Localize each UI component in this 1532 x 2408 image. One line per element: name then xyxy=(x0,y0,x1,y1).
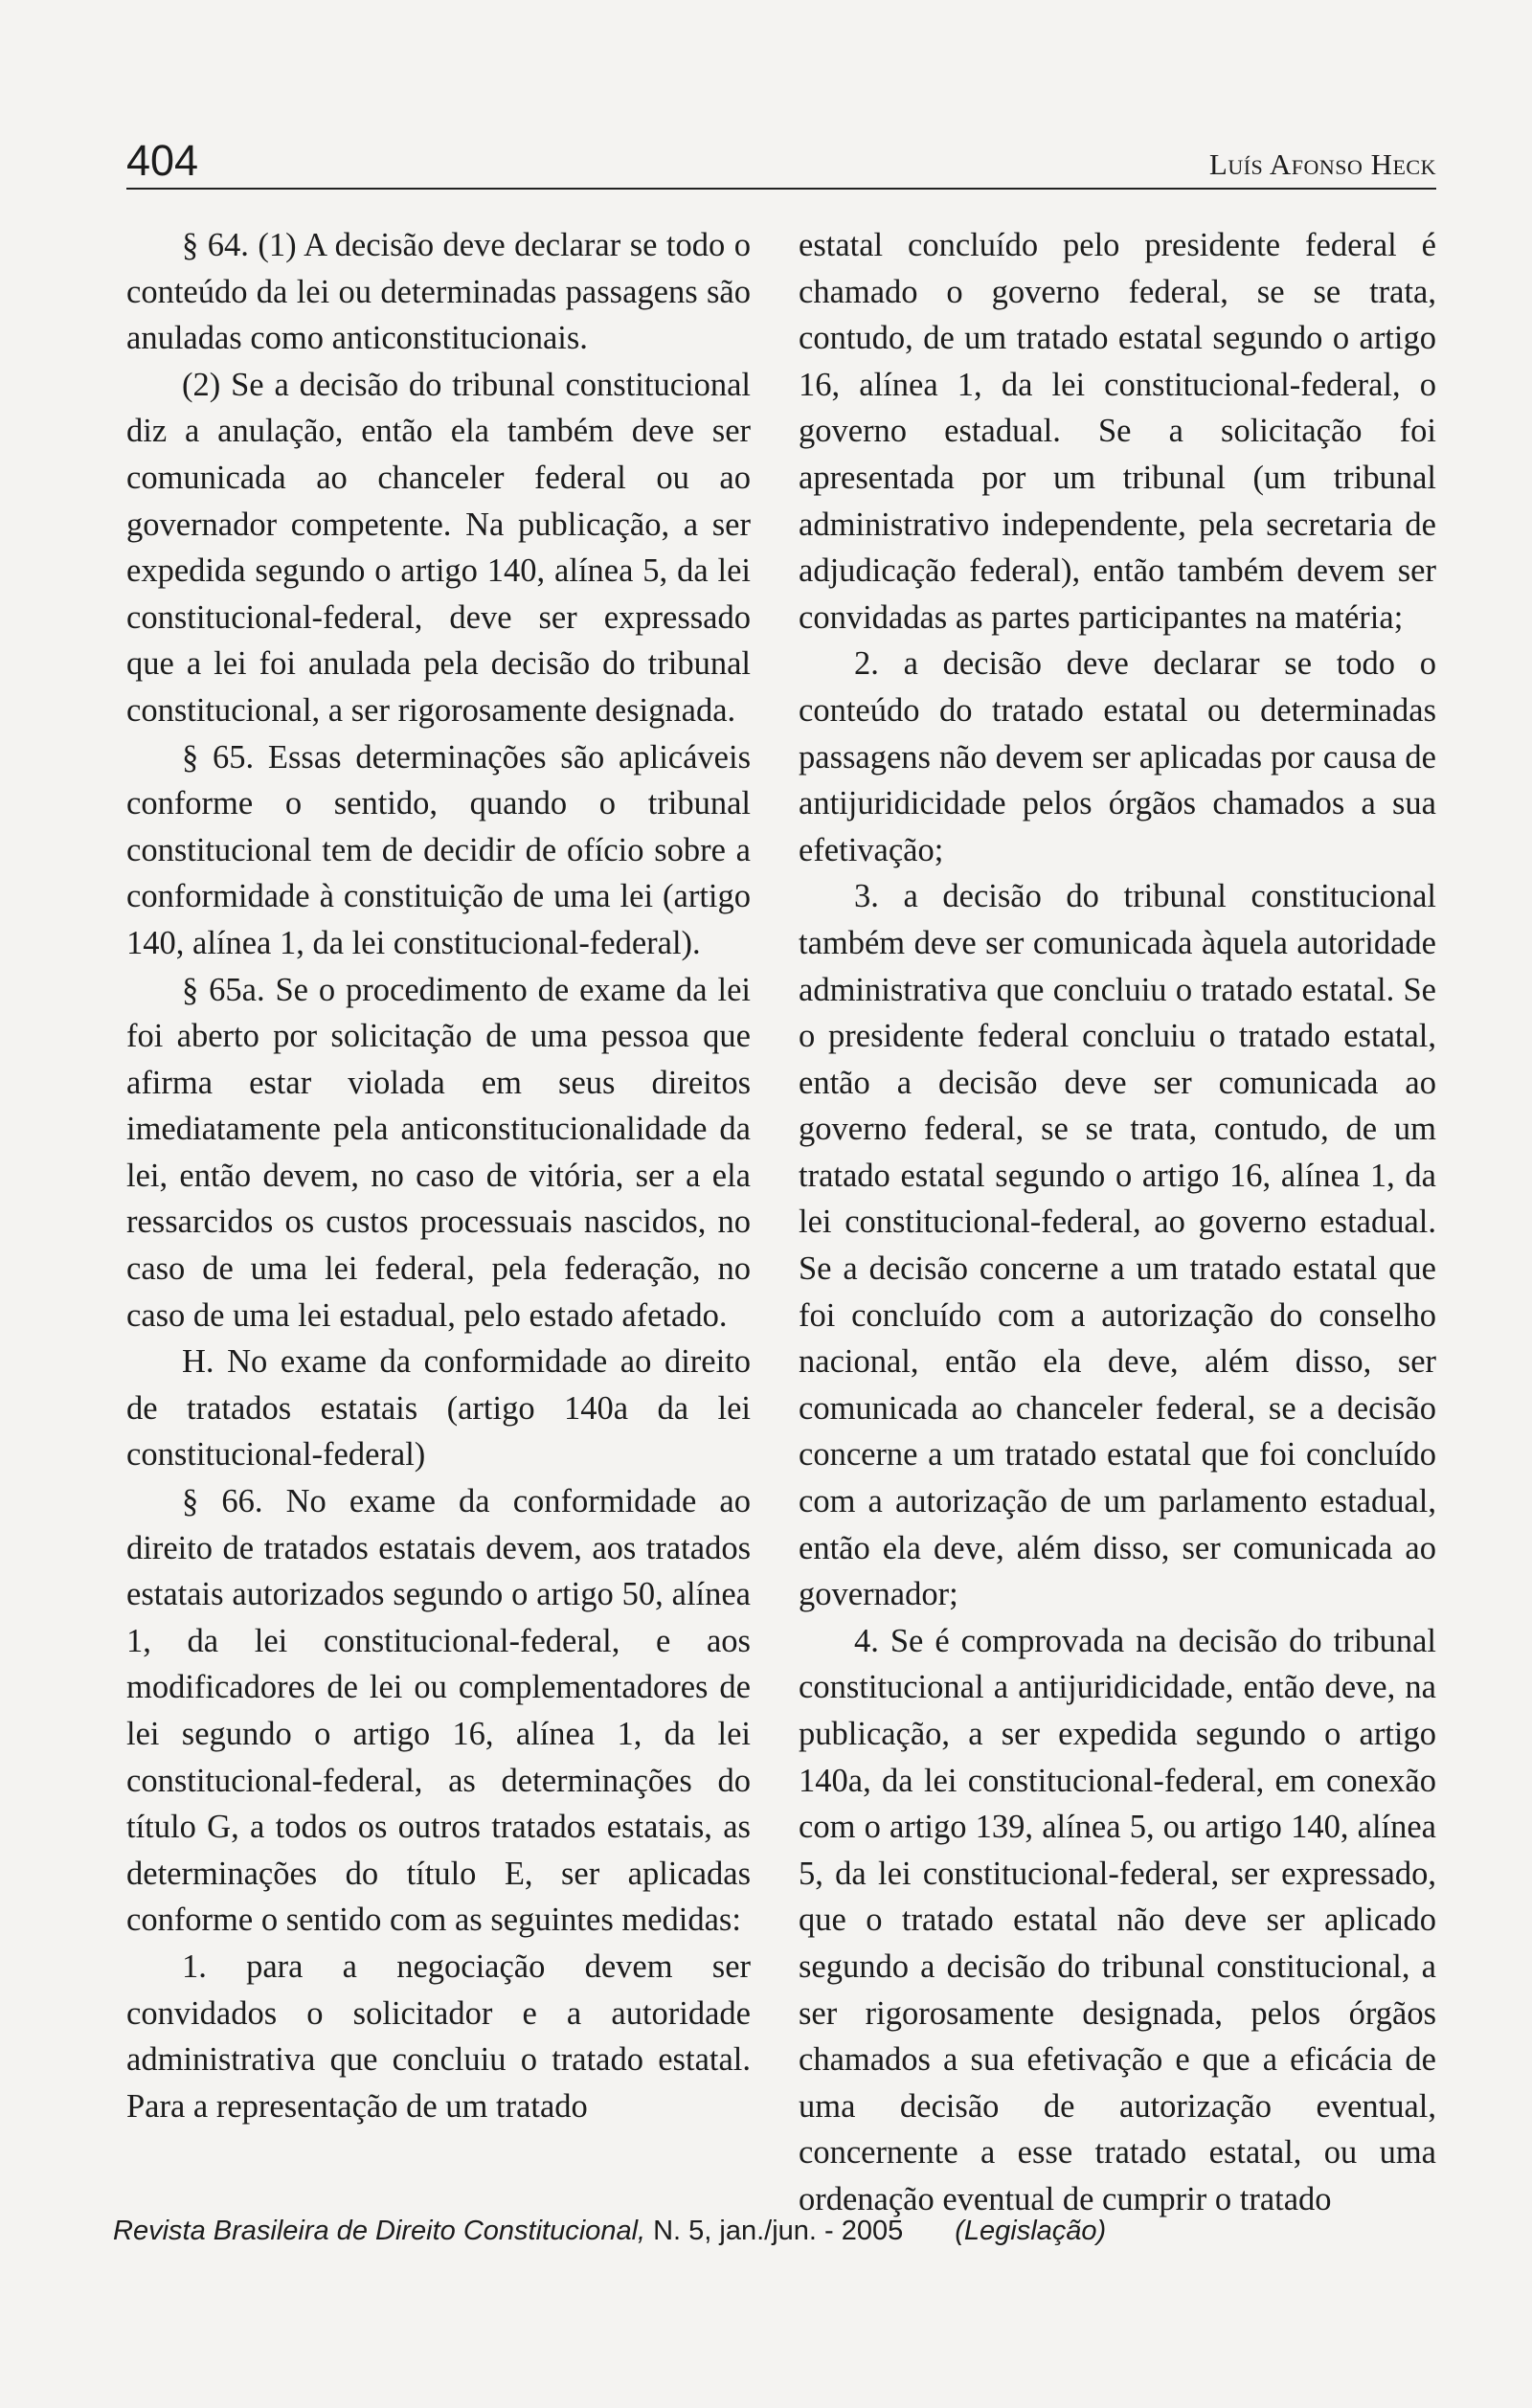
paragraph-item-4: 4. Se é comprovada na decisão do tribunal constitucional a antijuridicidade, então deve, na publicação, a ser expedida segundo o artigo 140a, da lei constitucional-federal, em conexão com o artigo 139, alínea 5, ou artigo 140, alínea 5, da lei constitucional-federal, ser expressado, que o tratado estatal não deve ser aplicado segundo a decisão do tribunal constitucional, a ser rigorosamente designada, pelos órgãos chamados a sua efetivação e que a eficácia de uma decisão de autorização eventual, concernente a esse tratado estatal, ou uma ordenação eventual de cumprir o tratado xyxy=(799,1622,1436,2217)
paragraph-s66: § 66. No exame da conformidade ao direito de tratados estatais devem, aos tratados estatais autorizados segundo o artigo 50, alínea 1, da lei constitucional-federal, e aos modificadores de lei ou complementadores de lei segundo o artigo 16, alínea 1, da lei constitucional-federal, as determinações do título G, a todos os outros tratados estatais, as determinações do título E, ser aplicadas conforme o sentido com as seguintes medidas: xyxy=(126,1483,751,1939)
page-number: 404 xyxy=(126,136,199,185)
left-column xyxy=(126,222,751,2129)
footer-section: (Legislação) xyxy=(955,2216,1107,2246)
paragraph-s64: § 64. (1) A decisão deve declarar se todo o conteúdo da lei ou determinadas passagens são anuladas como anticonstitucionais. xyxy=(126,227,751,357)
paragraph-item-1-continued: estatal concluído pelo presidente federal é chamado o governo federal, se se trata, contudo, de um tratado estatal segundo o artigo 16, alínea 1, da lei constitucional-federal, o governo estadual. Se a solicitação foi apresentada por um tribunal (um tribunal administrativo independente, pela secretaria de adjudicação federal), então também devem ser convidadas as partes participantes na matéria; xyxy=(799,227,1436,636)
running-head-author: Luís Afonso Heck xyxy=(1208,147,1436,181)
section-heading-h: H. No exame da conformidade ao direito de tratados estatais (artigo 140a da lei constitucional-federal) xyxy=(126,1343,751,1474)
page-header xyxy=(126,134,1436,190)
right-column xyxy=(799,222,1436,2223)
paragraph-s64-2: (2) Se a decisão do tribunal constitucional diz a anulação, então ela também deve ser comunicada ao chanceler federal ou ao governador competente. Na publicação, a ser expedida segundo o artigo 140, alínea 5, da lei constitucional-federal, deve ser expressado que a lei foi anulada pela decisão do tribunal constitucional, a ser rigorosamente designada. xyxy=(126,366,751,729)
paragraph-item-2: 2. a decisão deve declarar se todo o conteúdo do tratado estatal ou determinadas passagens não devem ser aplicadas por causa de antijuridicidade pelos órgãos chamados a sua efetivação; xyxy=(799,645,1436,868)
paragraph-s65: § 65. Essas determinações são aplicáveis conforme o sentido, quando o tribunal constitucional tem de decidir de ofício sobre a conformidade à constituição de uma lei (artigo 140, alínea 1, da lei constitucional-federal). xyxy=(126,738,751,961)
paragraph-s65a: § 65a. Se o procedimento de exame da lei foi aberto por solicitação de uma pessoa que afirma estar violada em seus direitos imediatamente pela anticonstitucionalidade da lei, então devem, no caso de vitória, ser a ela ressarcidos os custos processuais nascidos, no caso de uma lei federal, pela federação, no caso de uma lei estadual, pelo estado afetado. xyxy=(126,971,751,1334)
paragraph-item-3: 3. a decisão do tribunal constitucional também deve ser comunicada àquela autoridade administrativa que concluiu o tratado estatal. Se o presidente federal concluiu o tratado estatal, então a decisão deve ser comunicada ao governo federal, se se trata, contudo, de um tratado estatal segundo o artigo 16, alínea 1, da lei constitucional-federal, ao governo estadual. Se a decisão concerne a um tratado estatal que foi concluído com a autorização do conselho nacional, então ela deve, além disso, ser comunicada ao chanceler federal, se a decisão concerne a um tratado estatal que foi concluído com a autorização de um parlamento estadual, então ela deve, além disso, ser comunicada ao governador; xyxy=(799,878,1436,1613)
footer-journal-title: Revista Brasileira de Direito Constitucional, xyxy=(113,2216,646,2246)
paragraph-item-1: 1. para a negociação devem ser convidados o solicitador e a autoridade administrativa que concluiu o tratado estatal. Para a representação de um tratado xyxy=(126,1947,751,2125)
footer-issue: N. 5, jan./jun. - 2005 xyxy=(653,2216,904,2246)
page-footer xyxy=(113,2207,1453,2255)
